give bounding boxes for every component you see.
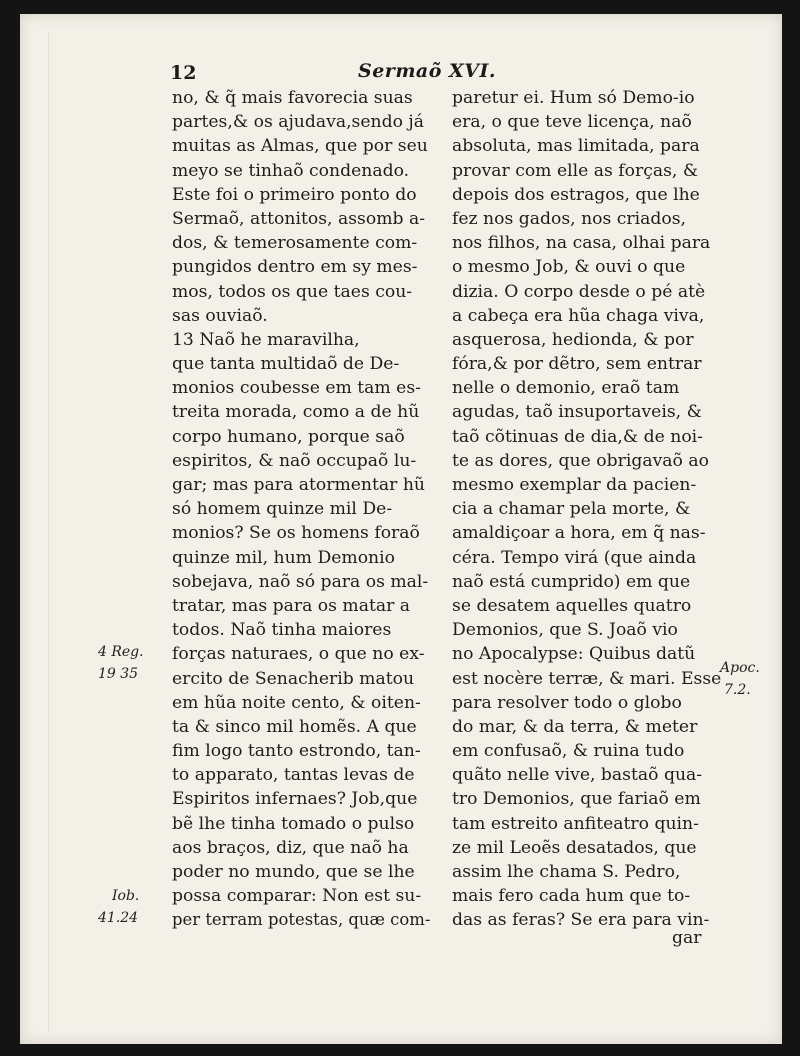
text-line: sobejava, naõ só para os mal- <box>172 571 429 592</box>
text-line: para resolver todo o globo <box>452 692 682 713</box>
text-line: ercito de Senacherib matou <box>172 668 415 689</box>
text-line: no, & q̃ mais favorecia suas <box>172 88 413 108</box>
book-page <box>20 14 782 1044</box>
text-line: do mar, & da terra, & meter <box>452 716 698 737</box>
text-line: partes,& os ajudava,sendo já <box>172 112 424 133</box>
text-line: depois dos estragos, que lhe <box>452 184 700 205</box>
text-line: 13 Naõ he maravilha, <box>172 329 360 350</box>
text-line: mesmo exemplar da pacien- <box>452 475 697 495</box>
text-line: mais fero cada hum que to- <box>452 886 691 907</box>
text-line: corpo humano, porque saõ <box>172 426 405 447</box>
text-line: sas ouviaõ. <box>172 305 268 326</box>
text-line: poder no mundo, que se lhe <box>172 862 415 882</box>
margin-note-reg-verse: 19 35 <box>98 666 139 682</box>
text-line: assim lhe chama S. Pedro, <box>452 862 681 882</box>
text-line: dizia. O corpo desde o pé atè <box>452 281 706 302</box>
page-number: 12 <box>170 62 197 84</box>
text-line: Demonios, que S. Joaõ vio <box>452 620 678 641</box>
margin-note-apoc-verse: 7.2. <box>724 682 751 698</box>
text-line: tam estreito anfiteatro quin- <box>452 813 699 834</box>
right-text-column <box>452 86 730 933</box>
text-line: tratar, mas para os matar a <box>172 595 411 616</box>
text-line: muitas as Almas, que por seu <box>172 136 428 157</box>
text-line: céra. Tempo virá (que ainda <box>452 547 697 568</box>
text-line: taõ cõtinuas de dia,& de noi- <box>452 426 703 447</box>
text-line: Sermaõ, attonitos, assomb a- <box>172 208 426 229</box>
text-line: ze mil Leoẽs desatados, que <box>452 837 697 858</box>
text-line: forças naturaes, o que no ex- <box>172 644 425 665</box>
text-line: est nocère terræ, & mari. Esse <box>452 668 722 689</box>
text-line: ta & sinco mil homẽs. A que <box>172 716 417 737</box>
text-line: era, o que teve licença, naõ <box>452 112 692 133</box>
margin-note-reg-book: 4 Reg. <box>98 644 144 660</box>
margin-note-apoc-book: Apoc. <box>720 660 760 676</box>
text-line: o mesmo Job, & ouvi o que <box>452 257 686 278</box>
text-line: quãto nelle vive, bastaõ qua- <box>452 765 703 786</box>
text-line: paretur ei. Hum só Demo-io <box>452 88 695 108</box>
text-line: pungidos dentro em sy mes- <box>172 257 418 278</box>
text-line: possa comparar: Non est su- <box>172 886 422 907</box>
text-line: todos. Naõ tinha maiores <box>172 620 392 641</box>
text-line: provar com elle as forças, & <box>452 160 699 181</box>
text-line: quinze mil, hum Demonio <box>172 547 395 568</box>
text-line: em hũa noite cento, & oiten- <box>172 692 421 713</box>
text-line: tro Demonios, que fariaõ em <box>452 789 701 810</box>
text-line: to apparato, tantas levas de <box>172 765 415 786</box>
text-line: em confusaõ, & ruina tudo <box>452 741 685 762</box>
text-line: meyo se tinhaõ condenado. <box>172 160 410 181</box>
text-line: amaldiçoar a hora, em q̃ nas- <box>452 523 706 544</box>
text-line: Espiritos infernaes? Job,que <box>172 789 418 810</box>
text-line: aos braços, diz, que naõ ha <box>172 837 409 858</box>
text-line: nelle o demonio, eraõ tam <box>452 378 680 399</box>
page-edge-shadow <box>48 32 49 1032</box>
text-line: dos, & temerosamente com- <box>172 233 418 254</box>
text-line: per terram potestas, quæ com- <box>172 910 431 931</box>
text-line: a cabeça era hũa chaga viva, <box>452 305 705 326</box>
text-line: gar; mas para atormentar hũ <box>172 475 425 495</box>
text-line: naõ está cumprido) em que <box>452 571 691 592</box>
text-line: só homem quinze mil De- <box>172 499 393 520</box>
catchword: gar <box>672 928 702 948</box>
text-line: mos, todos os que taes cou- <box>172 281 413 302</box>
text-line: nos filhos, na casa, olhai para <box>452 233 711 254</box>
text-line: das as feras? Se era para vin- <box>452 910 710 931</box>
text-line: fez nos gados, nos criados, <box>452 208 687 229</box>
text-line: fóra,& por dẽtro, sem entrar <box>452 354 702 375</box>
text-line: absoluta, mas limitada, para <box>452 136 700 157</box>
text-line: que tanta multidaõ de De- <box>172 354 400 375</box>
text-line: agudas, taõ insuportaveis, & <box>452 402 702 423</box>
margin-note-job-book: Iob. <box>112 888 140 904</box>
text-line: cia a chamar pela morte, & <box>452 499 691 520</box>
text-line: se desatem aquelles quatro <box>452 595 692 616</box>
text-line: asquerosa, hedionda, & por <box>452 329 694 350</box>
text-line: treita morada, como a de hũ <box>172 402 420 423</box>
text-line: no Apocalypse: Quibus datũ <box>452 644 696 665</box>
text-line: te as dores, que obrigavaõ ao <box>452 450 709 471</box>
text-line: espiritos, & naõ occupaõ lu- <box>172 450 417 471</box>
text-line: Este foi o primeiro ponto do <box>172 184 417 205</box>
margin-note-job-verse: 41.24 <box>98 910 139 926</box>
text-line: monios coubesse em tam es- <box>172 378 421 399</box>
text-line: bẽ lhe tinha tomado o pulso <box>172 813 415 834</box>
text-line: fim logo tanto estrondo, tan- <box>172 741 421 762</box>
text-line: monios? Se os homens foraõ <box>172 523 420 544</box>
left-text-column <box>172 86 430 933</box>
running-title: Sermaõ XVI. <box>358 60 497 82</box>
